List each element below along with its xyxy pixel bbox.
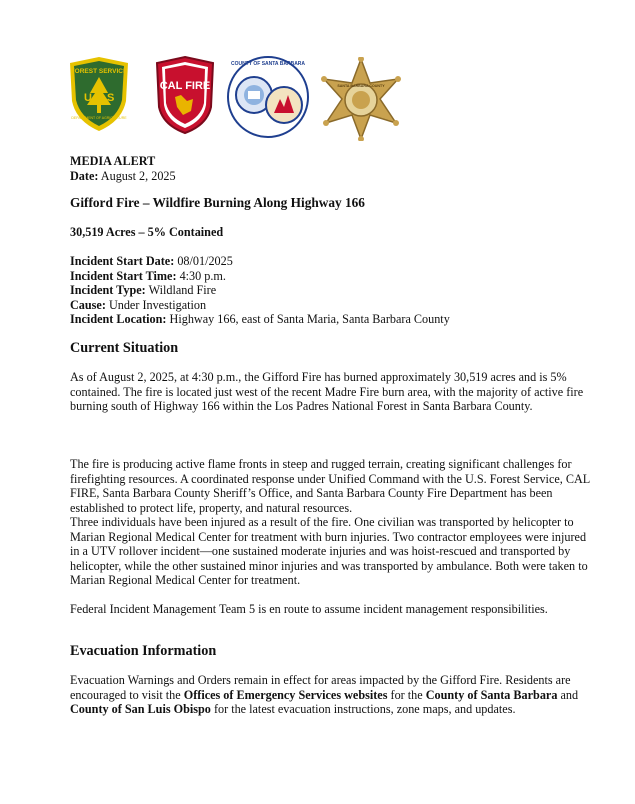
- media-alert-header: [70, 154, 595, 183]
- sheriff-star-logo: [318, 57, 404, 141]
- detail-location: Incident Location: Highway 166, east of Santa Maria, Santa Barbara County: [70, 312, 450, 327]
- release-title: Gifford Fire – Wildfire Burning Along Highway 166: [70, 195, 365, 210]
- svg-text:CAL FIRE: CAL FIRE: [159, 80, 211, 92]
- forest-service-logo: [66, 55, 132, 133]
- media-alert-label: MEDIA ALERT: [70, 154, 156, 168]
- response-paragraph: The fire is producing active flame fronts in steep and rugged terrain, creating significant challenges for firefighting resources. A coordinated response under Unified Command with the U.S. Forest Service, CAL FIRE, Santa Barbara County Sheriff’s Office, and Santa Barbara County Fire Department has been established to protect life, property, and natural resources.: [70, 457, 590, 515]
- oes-websites-text: Offices of Emergency Services websites: [183, 687, 388, 702]
- injuries-paragraph: Three individuals have been injured as a result of the fire. One civilian was transported by helicopter to Marian Regional Medical Center for treatment with burn injuries. Two contractor employees were injured in a UTV rollover incident—one sustained moderate injuries and was hoist-rescued and transported by helicopter, while the other sustained minor injuries and was transported by ambulance. Both were taken to Marian Regional Medical Center for treatment.: [70, 515, 588, 588]
- imt-paragraph: Federal Incident Management Team 5 is en route to assume incident management responsibilities.: [70, 602, 548, 616]
- svg-text:DEPARTMENT OF AGRICULTURE: DEPARTMENT OF AGRICULTURE: [71, 116, 127, 120]
- cal-fire-logo: [155, 55, 215, 135]
- alert-date: Date: August 2, 2025: [70, 168, 176, 183]
- evacuation-heading: Evacuation Information: [70, 643, 217, 659]
- incident-details: [70, 254, 595, 327]
- svg-text:S: S: [107, 92, 115, 104]
- situation-paragraph: As of August 2, 2025, at 4:30 p.m., the Gifford Fire has burned approximately 30,519 acres and is 5% contained. The fire is located just west of the recent Madre Fire burn area, with the majority of active fire burning south of Highway 166 within the Los Padres National Forest in Santa Barbara County.: [70, 370, 584, 414]
- svg-text:FOREST SERVICE: FOREST SERVICE: [70, 68, 128, 75]
- county-sb-text: County of Santa Barbara: [425, 687, 558, 702]
- svg-text:SANTA BARBARA COUNTY: SANTA BARBARA COUNTY: [337, 84, 385, 88]
- detail-start-time: Incident Start Time: 4:30 p.m.: [70, 268, 226, 283]
- acres-containment-line: 30,519 Acres – 5% Contained: [70, 225, 224, 239]
- detail-type: Incident Type: Wildland Fire: [70, 283, 217, 298]
- evacuation-paragraph: Evacuation Warnings and Orders remain in effect for areas impacted by the Gifford Fire. Residents are encouraged to visit the Offices of Emergency Services websites for the County of Santa Barbara and County of San Luis Obispo for the latest evacuation instructions, zone maps, and updates.: [70, 673, 579, 717]
- detail-cause: Cause: Under Investigation: [70, 297, 207, 312]
- current-situation-heading: Current Situation: [70, 340, 179, 356]
- svg-text:COUNTY OF SANTA BARBARA: COUNTY OF SANTA BARBARA: [230, 61, 306, 67]
- svg-text:U: U: [84, 92, 92, 104]
- county-slo-text: County of San Luis Obispo: [70, 702, 211, 717]
- detail-start-date: Incident Start Date: 08/01/2025: [70, 254, 233, 268]
- county-fire-seal-logo: [226, 55, 310, 139]
